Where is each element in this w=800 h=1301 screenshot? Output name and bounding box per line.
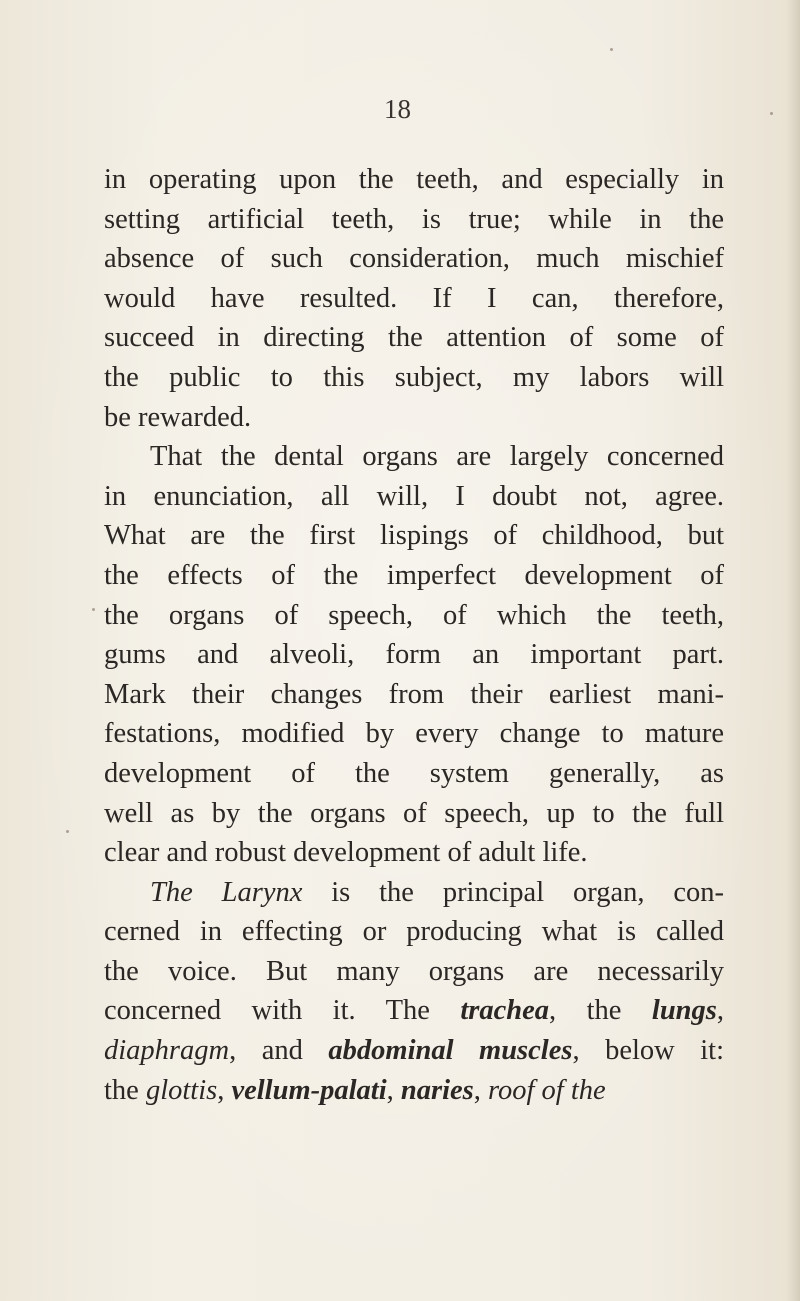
text-run: , (217, 1074, 232, 1106)
trachea-term: trachea (460, 995, 550, 1027)
text-line: be rewarded. (104, 401, 252, 433)
text-line (104, 1071, 724, 1111)
text-line: Mark their changes from their earliest mani- (104, 678, 724, 710)
text-line: absence of such consideration, much mischief (104, 243, 724, 275)
text-line: the effects of the imperfect development of (104, 559, 724, 591)
text-line: clear and robust development of adult life. (104, 837, 588, 869)
text-run: , (473, 1074, 488, 1106)
text-line: in enunciation, all will, I doubt not, agree. (104, 480, 724, 512)
body-text (104, 160, 724, 1110)
paper-speck (610, 48, 613, 51)
page-number: 18 (384, 94, 411, 124)
roof-of-the-term: roof of the (487, 1074, 606, 1106)
larynx-term: The Larynx (150, 876, 303, 908)
text-run: is the principal organ, con- (302, 876, 724, 908)
vellum-palati-term: vellum-palati (231, 1074, 387, 1106)
paper-speck (770, 112, 773, 115)
text-run: , the (549, 995, 652, 1027)
text-line (104, 991, 724, 1031)
text-line: gums and alveoli, form an important part. (104, 639, 724, 671)
text-line: would have resulted. If I can, therefore, (104, 282, 724, 314)
text-line: the public to this subject, my labors will (104, 361, 724, 393)
text-run: concerned with it. The (104, 995, 461, 1027)
paragraph-start-line: That the dental organs are largely concerned (150, 441, 724, 473)
text-line: cerned in effecting or producing what is called (104, 916, 724, 948)
paper-speck (66, 830, 69, 833)
text-line: festations, modified by every change to mature (104, 718, 724, 750)
text-run: , below it: (572, 1035, 725, 1067)
naries-term: naries (400, 1074, 474, 1106)
glottis-term: glottis (145, 1074, 218, 1106)
text-run: , (716, 995, 724, 1027)
text-line: the voice. But many organs are necessarily (104, 955, 724, 987)
abdominal-muscles-term: abdominal muscles (328, 1035, 573, 1067)
text-run: the (104, 1074, 146, 1106)
text-line: development of the system generally, as (104, 757, 724, 789)
text-run: , (386, 1074, 401, 1106)
lungs-term: lungs (651, 995, 717, 1027)
diaphragm-term: diaphragm (104, 1035, 230, 1067)
text-line (104, 1031, 724, 1071)
text-run: , and (229, 1035, 329, 1067)
text-line: setting artificial teeth, is true; while in the (104, 203, 724, 235)
paper-speck (92, 608, 95, 611)
text-line: well as by the organs of speech, up to the full (104, 797, 724, 829)
text-line: What are the first lispings of childhood, but (104, 520, 724, 552)
text-line: in operating upon the teeth, and especially in (104, 164, 724, 195)
text-line: the organs of speech, of which the teeth, (104, 599, 724, 631)
paragraph-start-line (104, 873, 724, 913)
text-line: succeed in directing the attention of some of (104, 322, 724, 354)
page-edge-shadow (786, 0, 800, 1301)
